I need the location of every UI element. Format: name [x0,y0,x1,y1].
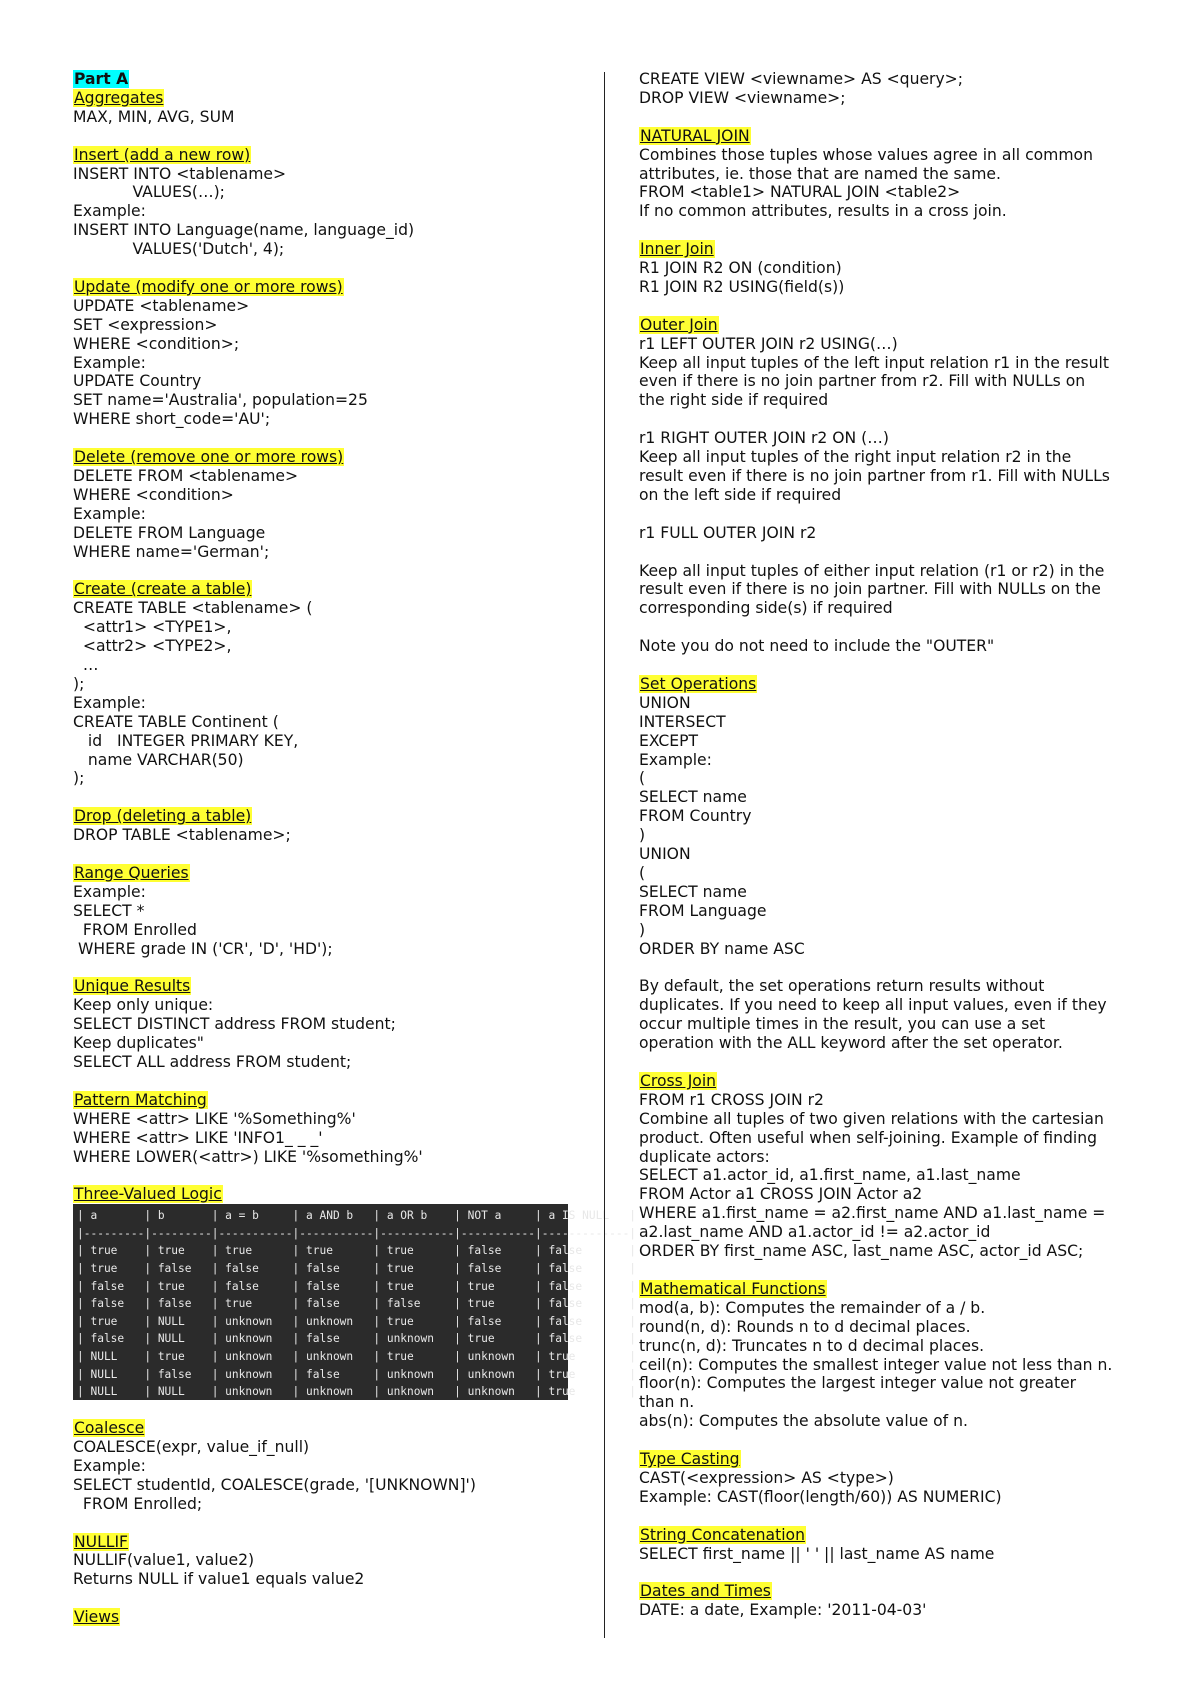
section-header-line [639,1526,1139,1545]
text-line: EXCEPT [639,731,699,750]
text-line: abs(n): Computes the absolute value of n. [639,1412,968,1431]
section-header-line [639,316,1139,335]
section-header: Cross Join [640,1071,717,1090]
section-header: NULLIF [74,1532,129,1551]
section-header: NATURAL JOIN [640,126,750,145]
section-header: Set Operations [640,674,757,693]
text-line: WHERE short_code='AU'; [73,410,271,429]
section-range-queries [73,864,593,959]
text-line: R1 JOIN R2 ON (condition) [639,259,842,278]
section-pattern-matching [73,1091,593,1167]
text-line: ( [639,864,646,882]
text-line: Keep duplicates" [73,1034,204,1053]
section-delete-remove-one-or-more-rows [73,448,593,561]
text-line [639,543,1139,562]
text-line: DROP VIEW <viewname>; [639,88,846,107]
section-header-line [73,1533,593,1552]
section-header-line [73,807,593,826]
part-label-line [73,70,593,89]
text-line: a2.last_name AND a1.actor_id != a2.actor_id [639,1223,991,1242]
text-line: r1 RIGHT OUTER JOIN r2 ON (…) [639,429,889,448]
text-line: ); [73,674,85,693]
text-line: result even if there is no join partner. Fill with NULLs on the [639,580,1101,599]
text-line: Example: [73,353,146,372]
section-header-line [639,675,1139,694]
text-line: ( [639,769,646,788]
section-header-line [73,146,593,165]
section-three-valued-logic [73,1185,637,1400]
section-type-casting [639,1450,1139,1507]
text-line: SET name='Australia', population=25 [73,391,368,410]
three-valued-logic-table [73,1204,637,1400]
section-header-line [73,977,593,996]
section-header-line [73,864,593,883]
text-line: Example: [73,882,146,901]
text-line: FROM Actor a1 CROSS JOIN Actor a2 [639,1185,923,1204]
text-line: INSERT INTO <tablename> [73,164,287,183]
text-line: UPDATE Country [73,372,202,391]
text-line [639,505,1139,524]
text-line: ceil(n): Computes the smallest integer value not less than n. [639,1355,1113,1374]
text-line: FROM r1 CROSS JOIN r2 [639,1090,824,1109]
table-row: | false | false | true | false | false | true | false | [77,1297,637,1311]
section-header: Mathematical Functions [640,1279,826,1298]
text-line: <attr1> <TYPE1>, [73,618,232,637]
section-header: Delete (remove one or more rows) [74,448,344,467]
section-header: Pattern Matching [74,1090,207,1109]
section-header: Views [74,1608,120,1627]
text-line: Combine all tuples of two given relations with the cartesian [639,1109,1104,1128]
section-header: Create (create a table) [74,580,252,599]
text-line: SELECT first_name || ' ' || last_name AS name [639,1544,995,1563]
section-nullif [73,1533,593,1590]
section-drop-deleting-a-table [73,807,593,845]
text-line: name VARCHAR(50) [73,750,244,769]
left-column [73,70,637,1646]
text-line: FROM Enrolled; [73,1494,203,1513]
text-line: … [73,656,99,675]
text-line: ); [73,769,85,788]
section-dates-and-times [639,1582,1139,1620]
text-line: SELECT * [73,901,145,920]
text-line: SELECT name [639,882,747,901]
section-aggregates [73,89,593,127]
section-header: Unique Results [74,977,191,996]
text-line: COALESCE(expr, value_if_null) [73,1438,310,1457]
section-views [73,1608,593,1627]
section-header-line [73,1419,593,1438]
text-line: INTERSECT [639,712,726,731]
text-line [639,959,1139,978]
text-line: DROP TABLE <tablename>; [73,826,291,845]
text-line: FROM Country [639,807,752,826]
section-header: Insert (add a new row) [74,145,251,164]
section-header-line [73,448,593,467]
text-line: FROM <table1> NATURAL JOIN <table2> [639,183,961,202]
section-coalesce [73,1419,593,1514]
text-line: WHERE grade IN ('CR', 'D', 'HD'); [73,939,333,958]
text-line: CREATE TABLE <tablename> ( [73,599,313,618]
section-header-line [73,89,593,108]
text-line: id INTEGER PRIMARY KEY, [73,731,299,750]
text-line: WHERE <condition> [73,485,234,504]
text-line: R1 JOIN R2 USING(field(s)) [639,277,845,296]
text-line: VALUES(…); [73,183,225,202]
text-line: Example: [73,202,146,221]
text-line: duplicate actors: [639,1147,770,1166]
text-line: SET <expression> [73,315,218,334]
text-line: Keep all input tuples of either input relation (r1 or r2) in the [639,561,1105,580]
section-header-line [73,1091,593,1110]
text-line: SELECT DISTINCT address FROM student; [73,1015,396,1034]
table-row: |---------|---------|-----------|-----------|-----------|-----------|-------------| [77,1226,637,1240]
section-string-concatenation [639,1526,1139,1564]
section-mathematical-functions [639,1280,1139,1431]
section-header-line [73,1608,593,1627]
table-row: | a | b | a = b | a AND b | a OR b | NOT a | a IS NULL | [77,1209,637,1223]
section-header-line [73,1185,593,1204]
section-outer-join [639,316,1139,656]
text-line: Combines those tuples whose values agree in all common [639,145,1093,164]
text-line: WHERE a1.first_name = a2.first_name AND a1.last_name = [639,1204,1106,1223]
text-line: WHERE <attr> LIKE 'INFO1_ _ _' [73,1128,323,1147]
text-line: WHERE <attr> LIKE '%Something%' [73,1109,356,1128]
section-header: Update (modify one or more rows) [74,277,343,296]
section-header-line [639,240,1139,259]
text-line: operation with the ALL keyword after the set operator. [639,1034,1063,1053]
section-cross-join [639,1072,1139,1261]
text-line: DELETE FROM <tablename> [73,466,299,485]
text-line: ORDER BY first_name ASC, last_name ASC, actor_id ASC; [639,1242,1084,1261]
section-header-line [73,580,593,599]
text-line: mod(a, b): Computes the remainder of a / b. [639,1298,986,1317]
text-line: trunc(n, d): Truncates n to d decimal places. [639,1336,985,1355]
section-unique-results [73,977,593,1072]
text-line: occur multiple times in the result, you can use a set [639,1015,1046,1034]
text-line: the right side if required [639,391,829,410]
section-header: Inner Join [640,240,714,259]
table-row: | true | true | true | true | true | false | false | [77,1244,637,1258]
text-line: attributes, ie. those that are named the same. [639,164,1001,183]
text-line: r1 FULL OUTER JOIN r2 [639,523,817,542]
text-line: Example: [73,693,146,712]
section-header-line [73,278,593,297]
section-header-line [639,1450,1139,1469]
text-line: Example: [639,750,712,769]
text-line: UNION [639,693,691,712]
column-divider [604,72,605,1638]
text-line: WHERE <condition>; [73,334,240,353]
text-line: <attr2> <TYPE2>, [73,637,232,656]
section-continued [639,70,1139,108]
section-header: Drop (deleting a table) [74,807,252,826]
text-line: even if there is no join partner from r2. Fill with NULLs on [639,372,1086,391]
section-header: Type Casting [640,1450,740,1469]
text-line: Returns NULL if value1 equals value2 [73,1570,365,1589]
text-line: UNION [639,845,691,864]
section-header-line [639,1072,1139,1091]
section-header: Dates and Times [640,1582,771,1601]
text-line: r1 LEFT OUTER JOIN r2 USING(…) [639,334,898,353]
section-set-operations [639,675,1139,1053]
text-line: product. Often useful when self-joining. Example of finding [639,1128,1098,1147]
table-row: | NULL | true | unknown | unknown | true | unknown | true | [77,1349,637,1363]
text-line: ) [639,920,646,939]
section-header: Three-Valued Logic [74,1185,222,1204]
text-line: DATE: a date, Example: '2011-04-03' [639,1601,927,1620]
table-row: | false | NULL | unknown | false | unknown | true | false | [77,1332,637,1346]
text-line: By default, the set operations return results without [639,977,1045,996]
text-line: floor(n): Computes the largest integer value not greater [639,1374,1077,1393]
right-column [639,70,1139,1639]
section-header: String Concatenation [640,1525,805,1544]
text-line: corresponding side(s) if required [639,599,893,618]
table-row: | false | true | false | false | true | true | false | [77,1279,637,1293]
text-line: CAST(<expression> AS <type>) [639,1468,894,1487]
text-line: FROM Enrolled [73,920,197,939]
part-label: Part A [74,70,129,88]
text-line [639,618,1139,637]
text-line: ORDER BY name ASC [639,939,805,958]
text-line: CREATE VIEW <viewname> AS <query>; [639,70,964,88]
text-line: ) [639,826,646,845]
text-line: Keep all input tuples of the right input relation r2 in the [639,448,1072,467]
text-line: CREATE TABLE Continent ( [73,712,279,731]
text-line: Example: CAST(floor(length/60)) AS NUMERIC) [639,1487,1002,1506]
text-line: Example: [73,504,146,523]
text-line: SELECT name [639,788,747,807]
text-line: UPDATE <tablename> [73,296,250,315]
text-line: duplicates. If you need to keep all input values, even if they [639,996,1107,1015]
text-line [639,410,1139,429]
text-line: result even if there is no join partner from r1. Fill with NULLs [639,466,1110,485]
text-line: Keep only unique: [73,996,214,1015]
text-line: SELECT studentId, COALESCE(grade, '[UNKNOWN]') [73,1475,476,1494]
section-header: Coalesce [74,1419,145,1438]
text-line: If no common attributes, results in a cross join. [639,202,1007,221]
text-line: Keep all input tuples of the left input relation r1 in the result [639,353,1109,372]
text-line: SELECT a1.actor_id, a1.first_name, a1.last_name [639,1166,1021,1185]
section-natural-join [639,127,1139,222]
table-row: | NULL | NULL | unknown | unknown | unknown | unknown | true | [77,1385,637,1399]
text-line: SELECT ALL address FROM student; [73,1053,352,1072]
table-row: | true | false | false | false | true | false | false | [77,1262,637,1276]
text-line: VALUES('Dutch', 4); [73,240,285,259]
section-header-line [639,1582,1139,1601]
text-line: than n. [639,1393,695,1412]
section-create-create-a-table [73,580,593,788]
text-line: Note you do not need to include the "OUTER" [639,637,995,656]
section-header: Range Queries [74,863,189,882]
text-line: on the left side if required [639,485,842,504]
table-row: | true | NULL | unknown | unknown | true | false | false | [77,1314,637,1328]
section-header-line [639,1280,1139,1299]
section-update-modify-one-or-more-rows [73,278,593,429]
text-line: NULLIF(value1, value2) [73,1551,255,1570]
text-line: Example: [73,1456,146,1475]
text-line: DELETE FROM Language [73,523,266,542]
section-insert-add-a-new-row [73,146,593,259]
text-line: INSERT INTO Language(name, language_id) [73,221,415,240]
text-line: round(n, d): Rounds n to d decimal places. [639,1317,971,1336]
text-line: FROM Language [639,901,767,920]
text-line: WHERE LOWER(<attr>) LIKE '%something%' [73,1147,423,1166]
text-line: WHERE name='German'; [73,542,270,561]
section-header-line [639,127,1139,146]
section-inner-join [639,240,1139,297]
table-row: | NULL | false | unknown | false | unknown | unknown | true | [77,1367,637,1381]
section-header: Outer Join [640,315,718,334]
text-line: MAX, MIN, AVG, SUM [73,107,235,126]
section-header: Aggregates [74,88,164,107]
